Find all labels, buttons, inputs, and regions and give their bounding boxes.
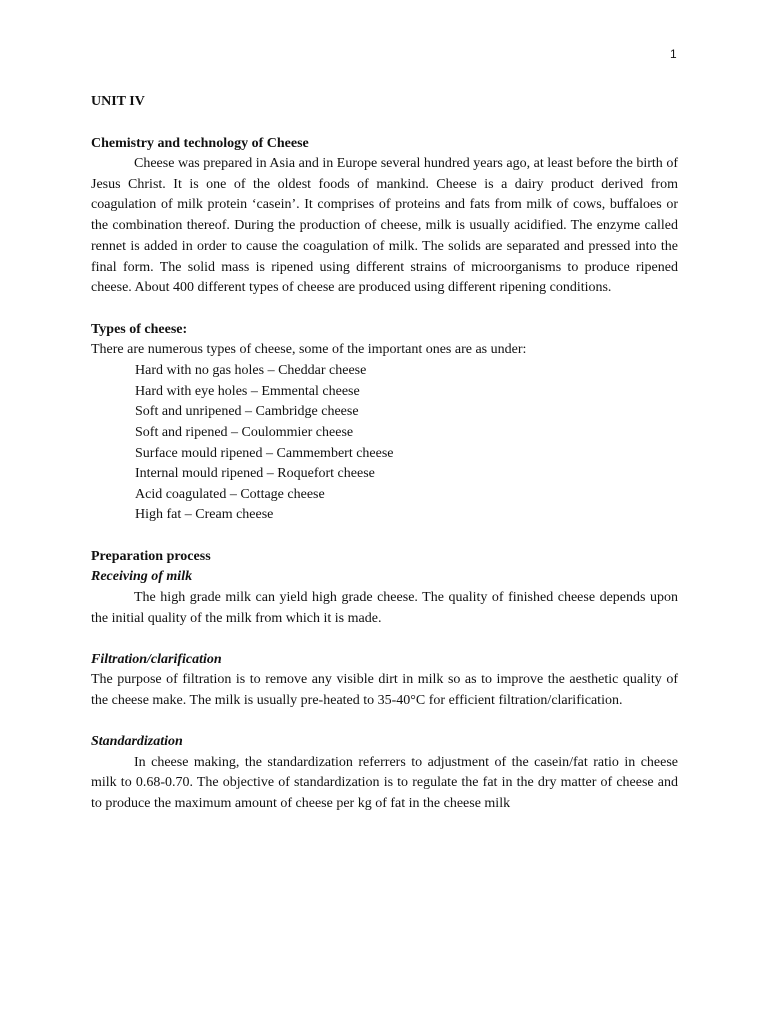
list-item: Hard with no gas holes – Cheddar cheese bbox=[135, 363, 367, 379]
unit-title: UNIT IV bbox=[91, 94, 145, 109]
section-heading-preparation: Preparation process bbox=[91, 549, 211, 565]
subheading-receiving: Receiving of milk bbox=[91, 569, 193, 585]
cheese-types-list bbox=[91, 361, 678, 526]
receiving-paragraph: The high grade milk can yield high grade cheese. The quality of finished cheese depends upon the initial quality of the milk from which it is made. bbox=[91, 589, 678, 626]
list-item: Hard with eye holes – Emmental cheese bbox=[135, 383, 360, 399]
intro-paragraph: Cheese was prepared in Asia and in Europe several hundred years ago, at least before the birth of Jesus Christ. It is one of the oldest foods of mankind. Cheese is a dairy product derived from coagulation of milk protein ‘casein’. It comprises of proteins and fats from milk of cows, buffaloes or the combination thereof. During the production of cheese, milk is usually acidified. The enzyme called rennet is added in order to cause the coagulation of milk. The solids are separated and pressed into the final form. The solid mass is ripened using different strains of microorganisms to produce ripened cheese. About 400 different types of cheese are produced using different ripening conditions. bbox=[91, 156, 678, 296]
section-heading-chemistry: Chemistry and technology of Cheese bbox=[91, 136, 309, 151]
list-item: Soft and unripened – Cambridge cheese bbox=[135, 404, 359, 420]
list-item: High fat – Cream cheese bbox=[135, 507, 274, 523]
subheading-filtration: Filtration/clarification bbox=[91, 651, 222, 667]
list-item: Acid coagulated – Cottage cheese bbox=[135, 486, 325, 502]
types-lead: There are numerous types of cheese, some of the important ones are as under: bbox=[91, 342, 527, 358]
section-heading-types: Types of cheese: bbox=[91, 322, 188, 338]
subheading-standardization: Standardization bbox=[91, 734, 183, 750]
list-item: Surface mould ripened – Cammembert cheese bbox=[135, 445, 394, 461]
filtration-paragraph: The purpose of filtration is to remove any visible dirt in milk so as to improve the aesthetic quality of the cheese make. The milk is usually pre-heated to 35-40°C for efficient filtration/clarification. bbox=[91, 672, 678, 708]
document-body bbox=[91, 92, 678, 815]
standardization-paragraph: In cheese making, the standardization referrers to adjustment of the casein/fat ratio in cheese milk to 0.68-0.70. The objective of standardization is to regulate the fat in the dry matter of cheese and to produce the maximum amount of cheese per kg of fat in the cheese milk bbox=[91, 754, 678, 812]
page-number: 1 bbox=[670, 47, 677, 61]
list-item: Soft and ripened – Coulommier cheese bbox=[135, 424, 354, 440]
list-item: Internal mould ripened – Roquefort cheese bbox=[135, 466, 375, 482]
